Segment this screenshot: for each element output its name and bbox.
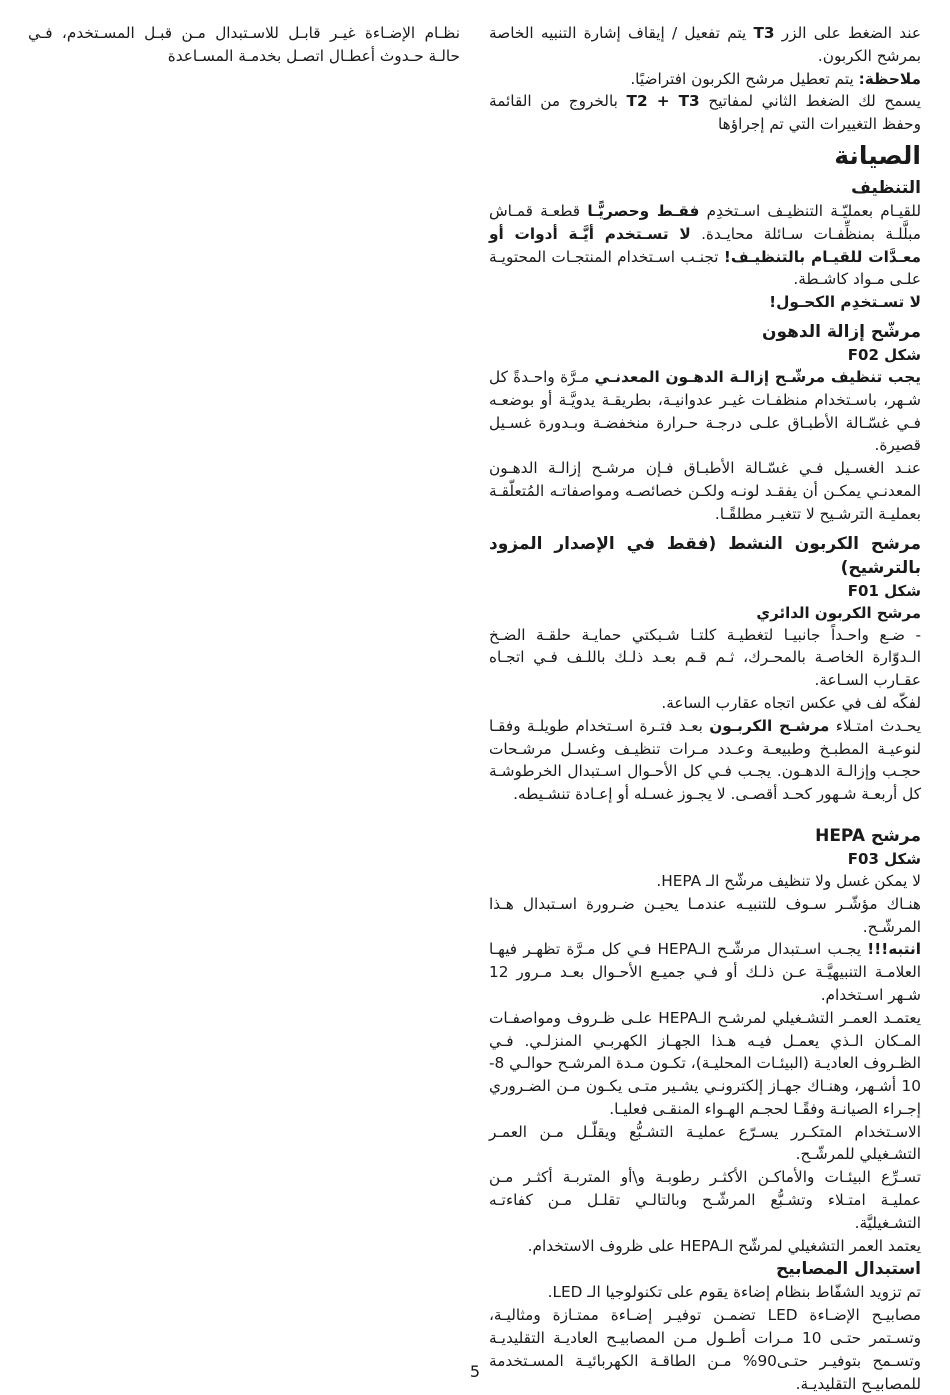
grease-filter-paragraph-1: [489, 366, 921, 457]
cleaning-text-2: قطعـة قمـاش مبلَّلـة بمنظِّفـات سـائلة محايـدة.: [489, 201, 921, 243]
carbon-filter-text-a: يحـدث امتـلاء: [829, 716, 921, 735]
carbon-filter-figure: شكل F01: [847, 581, 921, 600]
grease-filter-text-1: مـرَّة واحـدةً كل شـهر، باسـتخدام منظفـات غيـر عدوانيـة، بطريقـة يدويَّـة أو بوضعـه فـي غسّـالة الأطبـاق علـى درجـة حـرارة منخفضـة وبـدورة غسـيل قصيرة.: [489, 367, 921, 455]
page-number: 5: [469, 1362, 481, 1381]
grease-filter-bold: يجب تنظيف مرشّـح إزالـة الدهـون المعدنـي: [594, 367, 922, 386]
carbon-note: [489, 68, 921, 91]
note-text: يتم تعطيل مرشح الكربون افتراضيًا.: [630, 69, 859, 88]
hepa-paragraph-5: الاسـتخدام المتكـرر يسـرّع عمليـة التشـبُّع ويقلّـل مـن العمـر التشـغيلي للمرشّـح.: [489, 1122, 921, 1164]
note-label: ملاحظة:: [858, 69, 921, 88]
t3-text-after: يتم تفعيل / إيقاف إشارة التنبيه الخاصة بمرشح الكربون.: [489, 24, 921, 65]
no-alcohol-text: لا تسـتخدِم الكحـول!: [769, 293, 921, 312]
carbon-filter-heading: مرشح الكربون النشط (فقط في الإصدار المزود بالترشيح): [489, 533, 921, 578]
hepa-warning-text: يجـب اسـتبدال مرشّـح الـHEPA فـي كل مـرَّة تظهـر فيهـا العلامـة التنبيهيَّـة عـن ذلـك أو فـي جميـع الأحـوال بعـد مـرور 12 شـهر اسـتخدام.: [489, 940, 921, 1004]
t2t3-instruction: [489, 90, 921, 136]
lamps-heading: استبدال المصابيح: [775, 1259, 921, 1280]
left-column: [28, 22, 460, 68]
right-column: [489, 22, 921, 1395]
lamp-replacement-note: نظـام الإضـاءة غيـر قابـل للاسـتبدال مـن قبـل المسـتخدم، فـي حالـة حـدوث أعطـال اتصـل بخدمـة المسـاعدة: [28, 24, 460, 65]
hepa-filter-figure: شكل F03: [847, 849, 921, 868]
lamps-paragraph-2: مصابيـح الإضـاءة LED تضمـن توفيـر إضـاءة ممتـازة ومثاليـة، وتسـتمر حتـى 10 مـرات أطـول مـن المصابيـح العاديـة التقليديـة وتسـمح بتوفيـر حتـى90% مـن الطاقـة الكهربائيـة المسـتخدمة للمصابيـح التقليديـة.: [489, 1306, 921, 1393]
t3-instruction: [489, 22, 921, 68]
lamps-paragraph-1: تم تزويد الشفّاط بنظام إضاءة يقوم على تكنولوجيا الـ LED.: [547, 1283, 921, 1302]
t3-text-before: عند الضغط على الزر: [774, 24, 921, 42]
maintenance-heading: الصيانة: [834, 140, 921, 170]
carbon-filter-text-c: بعـد فتـرة اسـتخدام طويلـة وفقـا لنوعيـة المطبـخ وطبيعـة وعـدد مـرات تنظيـف وغسـل مرشـحات حجـب وإزالـة الدهـون. يجـب فـي كل الأحـوال اسـتبدال الخرطوشـة كل أربعـة شـهور كحـد أقصـى. لا يجـوز غسـله أو إعـادة تنشـيطه.: [489, 716, 921, 804]
t2t3-text-before: يسمح لك الضغط الثاني لمفاتيح: [699, 92, 922, 111]
grease-filter-heading: مرشّح إزالة الدهون: [761, 321, 921, 342]
cleaning-text-3: تجنـب اسـتخدام المنتجـات المحتويـة علـى مـواد كاشـطة.: [489, 247, 921, 289]
carbon-filter-paragraph-1: - ضـع واحـداً جانبيـا لتغطيـة كلتـا شـبكتي حمايـة حلقـة الضـخ الـدوّارة الخاصـة بالمحـرك، ثـم قـم بعـد ذلـك باللـف فـي اتجـاه عقـارب السـاعة.: [489, 625, 921, 690]
cleaning-text-1: للقيـام بعمليّـة التنظيـف اسـتخدِم: [699, 201, 921, 220]
hepa-paragraph-4: يعتمـد العمـر التشـغيلي لمرشـح الـHEPA علـى ظـروف ومواصفـات المـكان الـذي يعمـل فيـه هـذا الجهـاز الكهربـي المنزلـي. فـي الظـروف العاديـة (البيئـات المحليـة)، تكـون مـدة المرشـح حوالـي 8-10 أشـهر، وهنـاك جهـاز إلكترونـي يشـير متـى يكـون مـن الضـروري إجـراء الصيانـة وفقًـا لحجـم الهـواء المنقـى فعليـا.: [489, 1008, 921, 1118]
cleaning-bold-2: لا تسـتخدم أيَّـة أدوات أو معـدَّات للقيـام بالتنظيـف!: [489, 224, 921, 266]
grease-filter-paragraph-2: عنـد الغسـيل فـي غسّـالة الأطبـاق فـإن مرشـح إزالـة الدهـون المعدنـي يمكـن أن يفقـد لونـه ولكـن خصائصـه ومواصفاتـه المُتعلّقـة بعمليـة الترشـيح لا تتغيـر مطلقًـا.: [489, 459, 921, 523]
t2t3-text-after: بالخروج من القائمة وحفظ التغييرات التي تم إجراؤها: [489, 92, 921, 134]
hepa-paragraph-1: لا يمكن غسل ولا تنظيف مرشّح الـ HEPA.: [656, 871, 921, 890]
hepa-paragraph-7: يعتمد العمر التشغيلي لمرشّح الـHEPA على ظروف الاستخدام.: [527, 1236, 921, 1255]
no-alcohol-warning: [489, 291, 921, 314]
carbon-filter-paragraph-2: لفكّه لف في عكس اتجاه عقارب الساعة.: [661, 693, 921, 712]
hepa-warning: [489, 938, 921, 1006]
cleaning-bold-1: فقـط وحصريًّـا: [587, 201, 700, 220]
t3-key: T3: [753, 24, 775, 42]
hepa-warning-label: انتبه!!!: [867, 940, 921, 959]
cleaning-heading: التنظيف: [851, 177, 921, 198]
hepa-paragraph-2: هنـاك مؤشّـر سـوف للتنبيـه عندمـا يحيـن ضـرورة اسـتبدال هـذا المرشّـح.: [489, 894, 921, 936]
cleaning-paragraph: [489, 200, 921, 291]
carbon-filter-subheading: مرشح الكربون الدائري: [756, 603, 921, 622]
hepa-paragraph-6: تسـرِّع البيئـات والأماكـن الأكثـر رطوبـة و\أو المتربـة أكثـر مـن عمليـة امتـلاء وتشـبُّع المرشّـح وبالتالـي تقلـل مـن كفاءتـه التشـغيليَّة.: [489, 1168, 921, 1232]
t2t3-key: T2 + T3: [626, 92, 700, 111]
carbon-filter-paragraph-3: [489, 715, 921, 806]
carbon-filter-bold: مرشـح الكربـون: [709, 716, 830, 735]
hepa-filter-heading: مرشح HEPA: [815, 825, 921, 846]
grease-filter-figure: شكل F02: [847, 345, 921, 364]
